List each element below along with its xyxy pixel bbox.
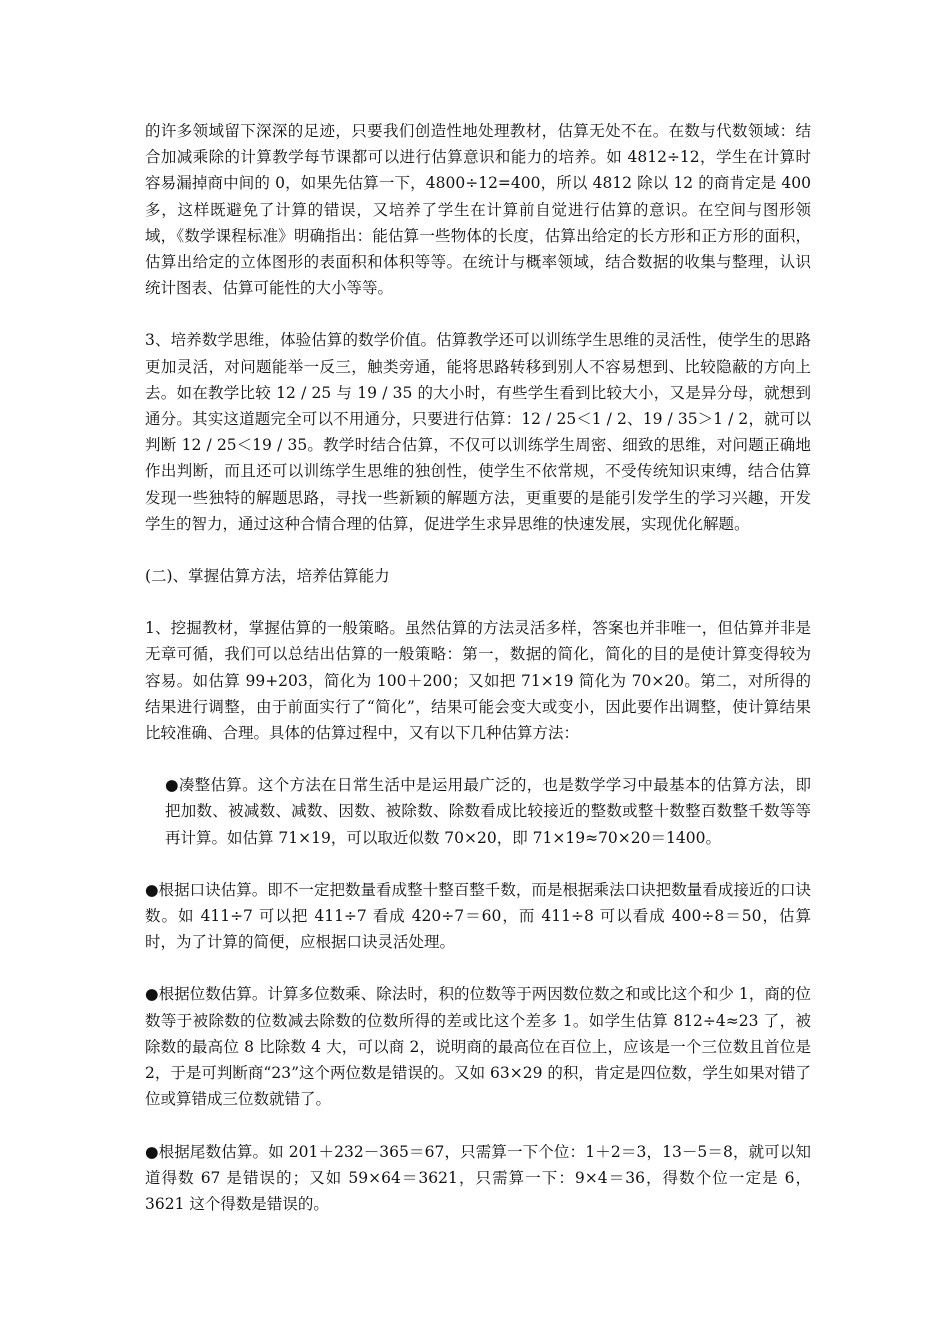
bullet-last-digit-estimation: ●根据尾数估算。如 201＋232－365＝67，只需算一下个位：1＋2＝3，13－5＝8，就可以知道得数 67 是错误的；又如 59×64＝3621，只需算一下：9×4＝36，得数个位一定是 6，3621 这个得数是错误的。 [145,1142,811,1213]
bullet-multiplication-table-estimation: ●根据口诀估算。即不一定把数量看成整十整百整千数，而是根据乘法口诀把数量看成接近的口诀数。如 411÷7 可以把 411÷7 看成 420÷7＝60，而 411÷8 可以看成 400÷8＝50，估算时，为了计算的简便，应根据口诀灵活处理。 [145,880,811,952]
paragraph-general-strategy: 1、挖掘教材，掌握估算的一般策略。虽然估算的方法灵活多样，答案也并非唯一，但估算并非是无章可循，我们可以总结出估算的一般策略：第一，数据的简化，简化的目的是使计算变得较为容易。如估算 99+203，简化为 100＋200；又如把 71×19 简化为 70×20。第二，对所得的结果进行调整，由于前面实行了“简化”，结果可能会变大或变小，因此要作出调整，使计算结果比较准确、合理。具体的估算过程中，又有以下几种估算方法： [145,619,811,743]
bullet-digit-count-estimation: ●根据位数估算。计算多位数乘、除法时，积的位数等于两因数位数之和或比这个和少 1，商的位数等于被除数的位数减去除数的位数所得的差或比这个差多 1。如学生估算 812÷4≈23 了，被除数的最高位 8 比除数 4 大，可以商 2，说明商的最高位在百位上，应该是一个三位数且首位是 2，于是可判断商“23”这个两位数是错误的。又如 63×29 的积，肯定是四位数，学生如果对错了位或算错成三位数就错了。 [145,985,811,1109]
document-body [145,118,811,1243]
bullet-rounding-estimation: ●凑整估算。这个方法在日常生活中是运用最广泛的，也是数学学习中最基本的估算方法，即把加数、被减数、减数、因数、被除数、除数看成比较接近的整数或整十数整百数整千数等等再计算。如估算 71×19，可以取近似数 70×20，即 71×19≈70×20＝1400。 [165,776,811,847]
section-heading: (二)、掌握估算方法，培养估算能力 [145,567,390,586]
paragraph-math-thinking: 3、培养数学思维，体验估算的数学价值。估算教学还可以训练学生思维的灵活性，使学生的思路更加灵活，对问题能举一反三，触类旁通，能将思路转移到别人不容易想到、比较隐蔽的方向上去。如在教学比较 12 / 25 与 19 / 35 的大小时，有些学生看到比较大小，又是异分母，就想到通分。其实这道题完全可以不用通分，只要进行估算：12 / 25＜1 / 2、19 / 35＞1 / 2，就可以判断 12 / 25＜19 / 35。教学时结合估算，不仅可以训练学生周密、细致的思维，对问题正确地作出判断，而且还可以训练学生思维的独创性，使学生不依常规，不受传统知识束缚，结合估算发现一些独特的解题思路，寻找一些新颖的解题方法，更重要的是能引发学生的学习兴趣，开发学生的智力，通过这种合情合理的估算，促进学生求异思维的快速发展，实现优化解题。 [145,331,811,533]
paragraph-estimation-fields: 的许多领域留下深深的足迹，只要我们创造性地处理教材，估算无处不在。在数与代数领域：结合加减乘除的计算教学每节课都可以进行估算意识和能力的培养。如 4812÷12，学生在计算时容易漏掉商中间的 0，如果先估算一下，4800÷12=400，所以 4812 除以 12 的商肯定是 400 多，这样既避免了计算的错误，又培养了学生在计算前自觉进行估算的意识。在空间与图形领域，《数学课程标准》明确指出：能估算一些物体的长度，估算出给定的长方形和正方形的面积，估算出给定的立体图形的表面积和体积等等。在统计与概率领域，结合数据的收集与整理，认识统计图表、估算可能性的大小等等。 [145,122,811,298]
